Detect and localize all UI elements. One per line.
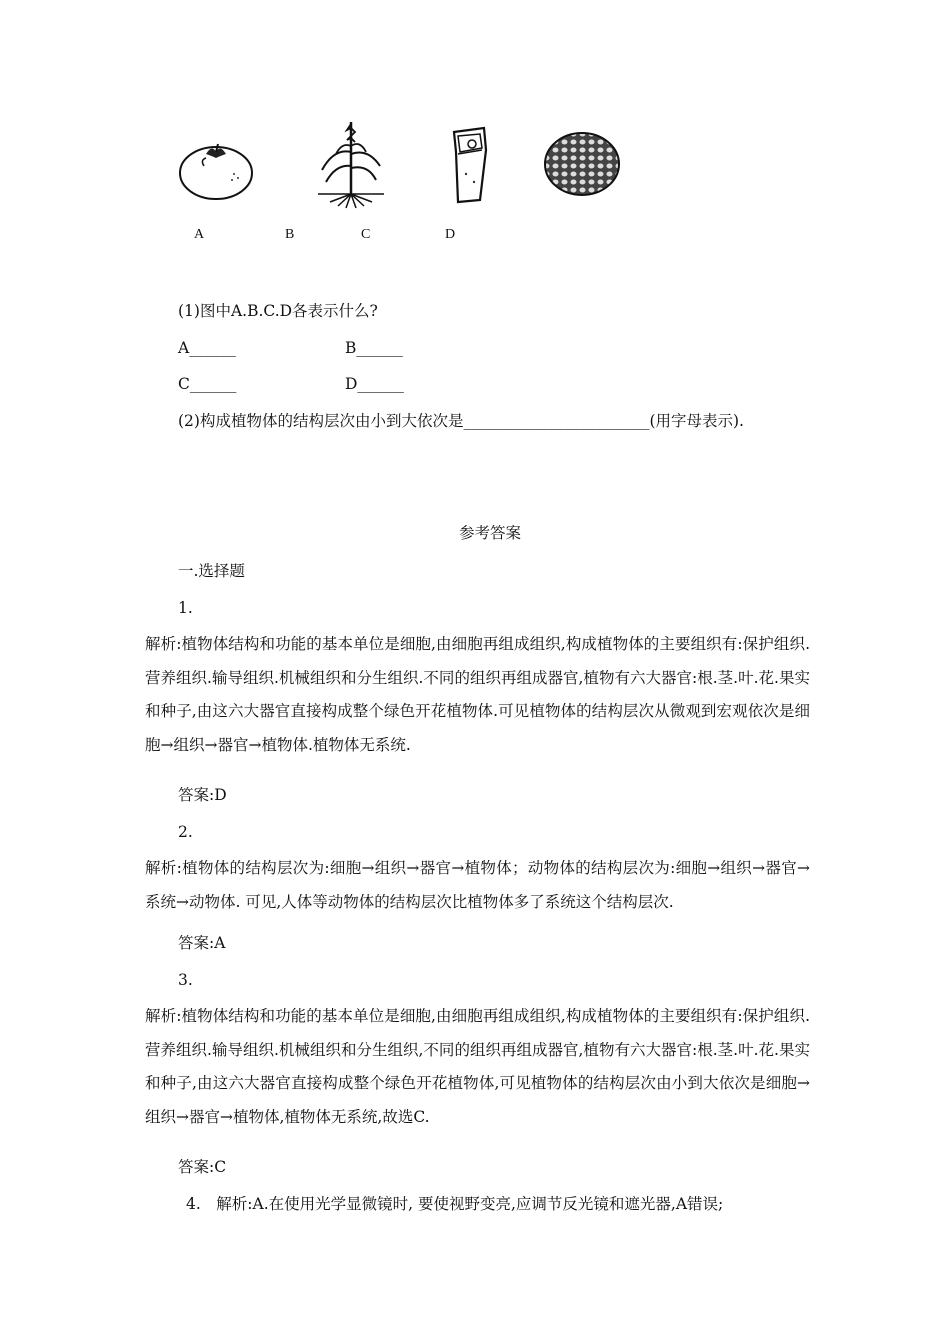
figure-tomato: [176, 140, 256, 202]
figure-label-a: A: [194, 227, 205, 242]
blank-d: D______: [345, 375, 404, 393]
figure-label-c: C: [361, 227, 371, 242]
figure-cell: [444, 126, 496, 206]
question-2: (2)构成植物体的结构层次由小到大依次是________________________(用字母表示).: [178, 412, 744, 430]
figure-corn-plant: [316, 118, 386, 210]
item-1-answer: 答案:D: [178, 786, 227, 804]
item-2-number: 2.: [178, 823, 193, 841]
cell-icon: [444, 126, 496, 206]
item-3-number: 3.: [178, 971, 193, 989]
item-3-analysis: 解析:植物体结构和功能的基本单位是细胞,由细胞再组成组织,构成植物体的主要组织有:保护组织.营养组织.输导组织.机械组织和分生组织,不同的组织再组成器官,植物有六大器官:根.茎.叶.花.果实和种子,由这六大器官直接构成整个绿色开花植物体,可见植物体的结构层次由小到大依次是细胞→组织→器官→植物体,植物体无系统,故选C.: [145, 1007, 810, 1126]
figure-tissue: [542, 130, 622, 198]
blank-a: A______: [178, 339, 236, 357]
blank-b: B______: [345, 339, 403, 357]
answers-title: 参考答案: [459, 524, 522, 542]
tomato-icon: [176, 140, 256, 202]
item-2-analysis: 解析:植物体的结构层次为:细胞→组织→器官→植物体；动物体的结构层次为:细胞→组织→器官→系统→动物体. 可见,人体等动物体的结构层次比植物体多了系统这个结构层次.: [145, 859, 810, 911]
item-3-answer: 答案:C: [178, 1158, 227, 1176]
blank-c: C______: [178, 375, 237, 393]
corn-plant-icon: [316, 118, 386, 210]
item-1-analysis: 解析:植物体结构和功能的基本单位是细胞,由细胞再组成组织,构成植物体的主要组织有:保护组织.营养组织.输导组织.机械组织和分生组织.不同的组织再组成器官,植物有六大器官:根.茎.叶.花.果实和种子,由这六大器官直接构成整个绿色开花植物体.可见植物体的结构层次从微观到宏观依次是细胞→组织→器官→植物体.植物体无系统.: [145, 635, 810, 754]
item-1-number: 1.: [178, 599, 193, 617]
figure-label-d: D: [445, 227, 456, 242]
tissue-icon: [542, 130, 622, 198]
item-4: 4. 解析:A.在使用光学显微镜时, 要使视野变亮,应调节反光镜和遮光器,A错误;: [186, 1195, 724, 1213]
question-1: (1)图中A.B.C.D各表示什么?: [178, 302, 378, 320]
figure-label-b: B: [285, 227, 295, 242]
section-heading: 一.选择题: [178, 562, 245, 580]
item-2-answer: 答案:A: [178, 934, 226, 952]
